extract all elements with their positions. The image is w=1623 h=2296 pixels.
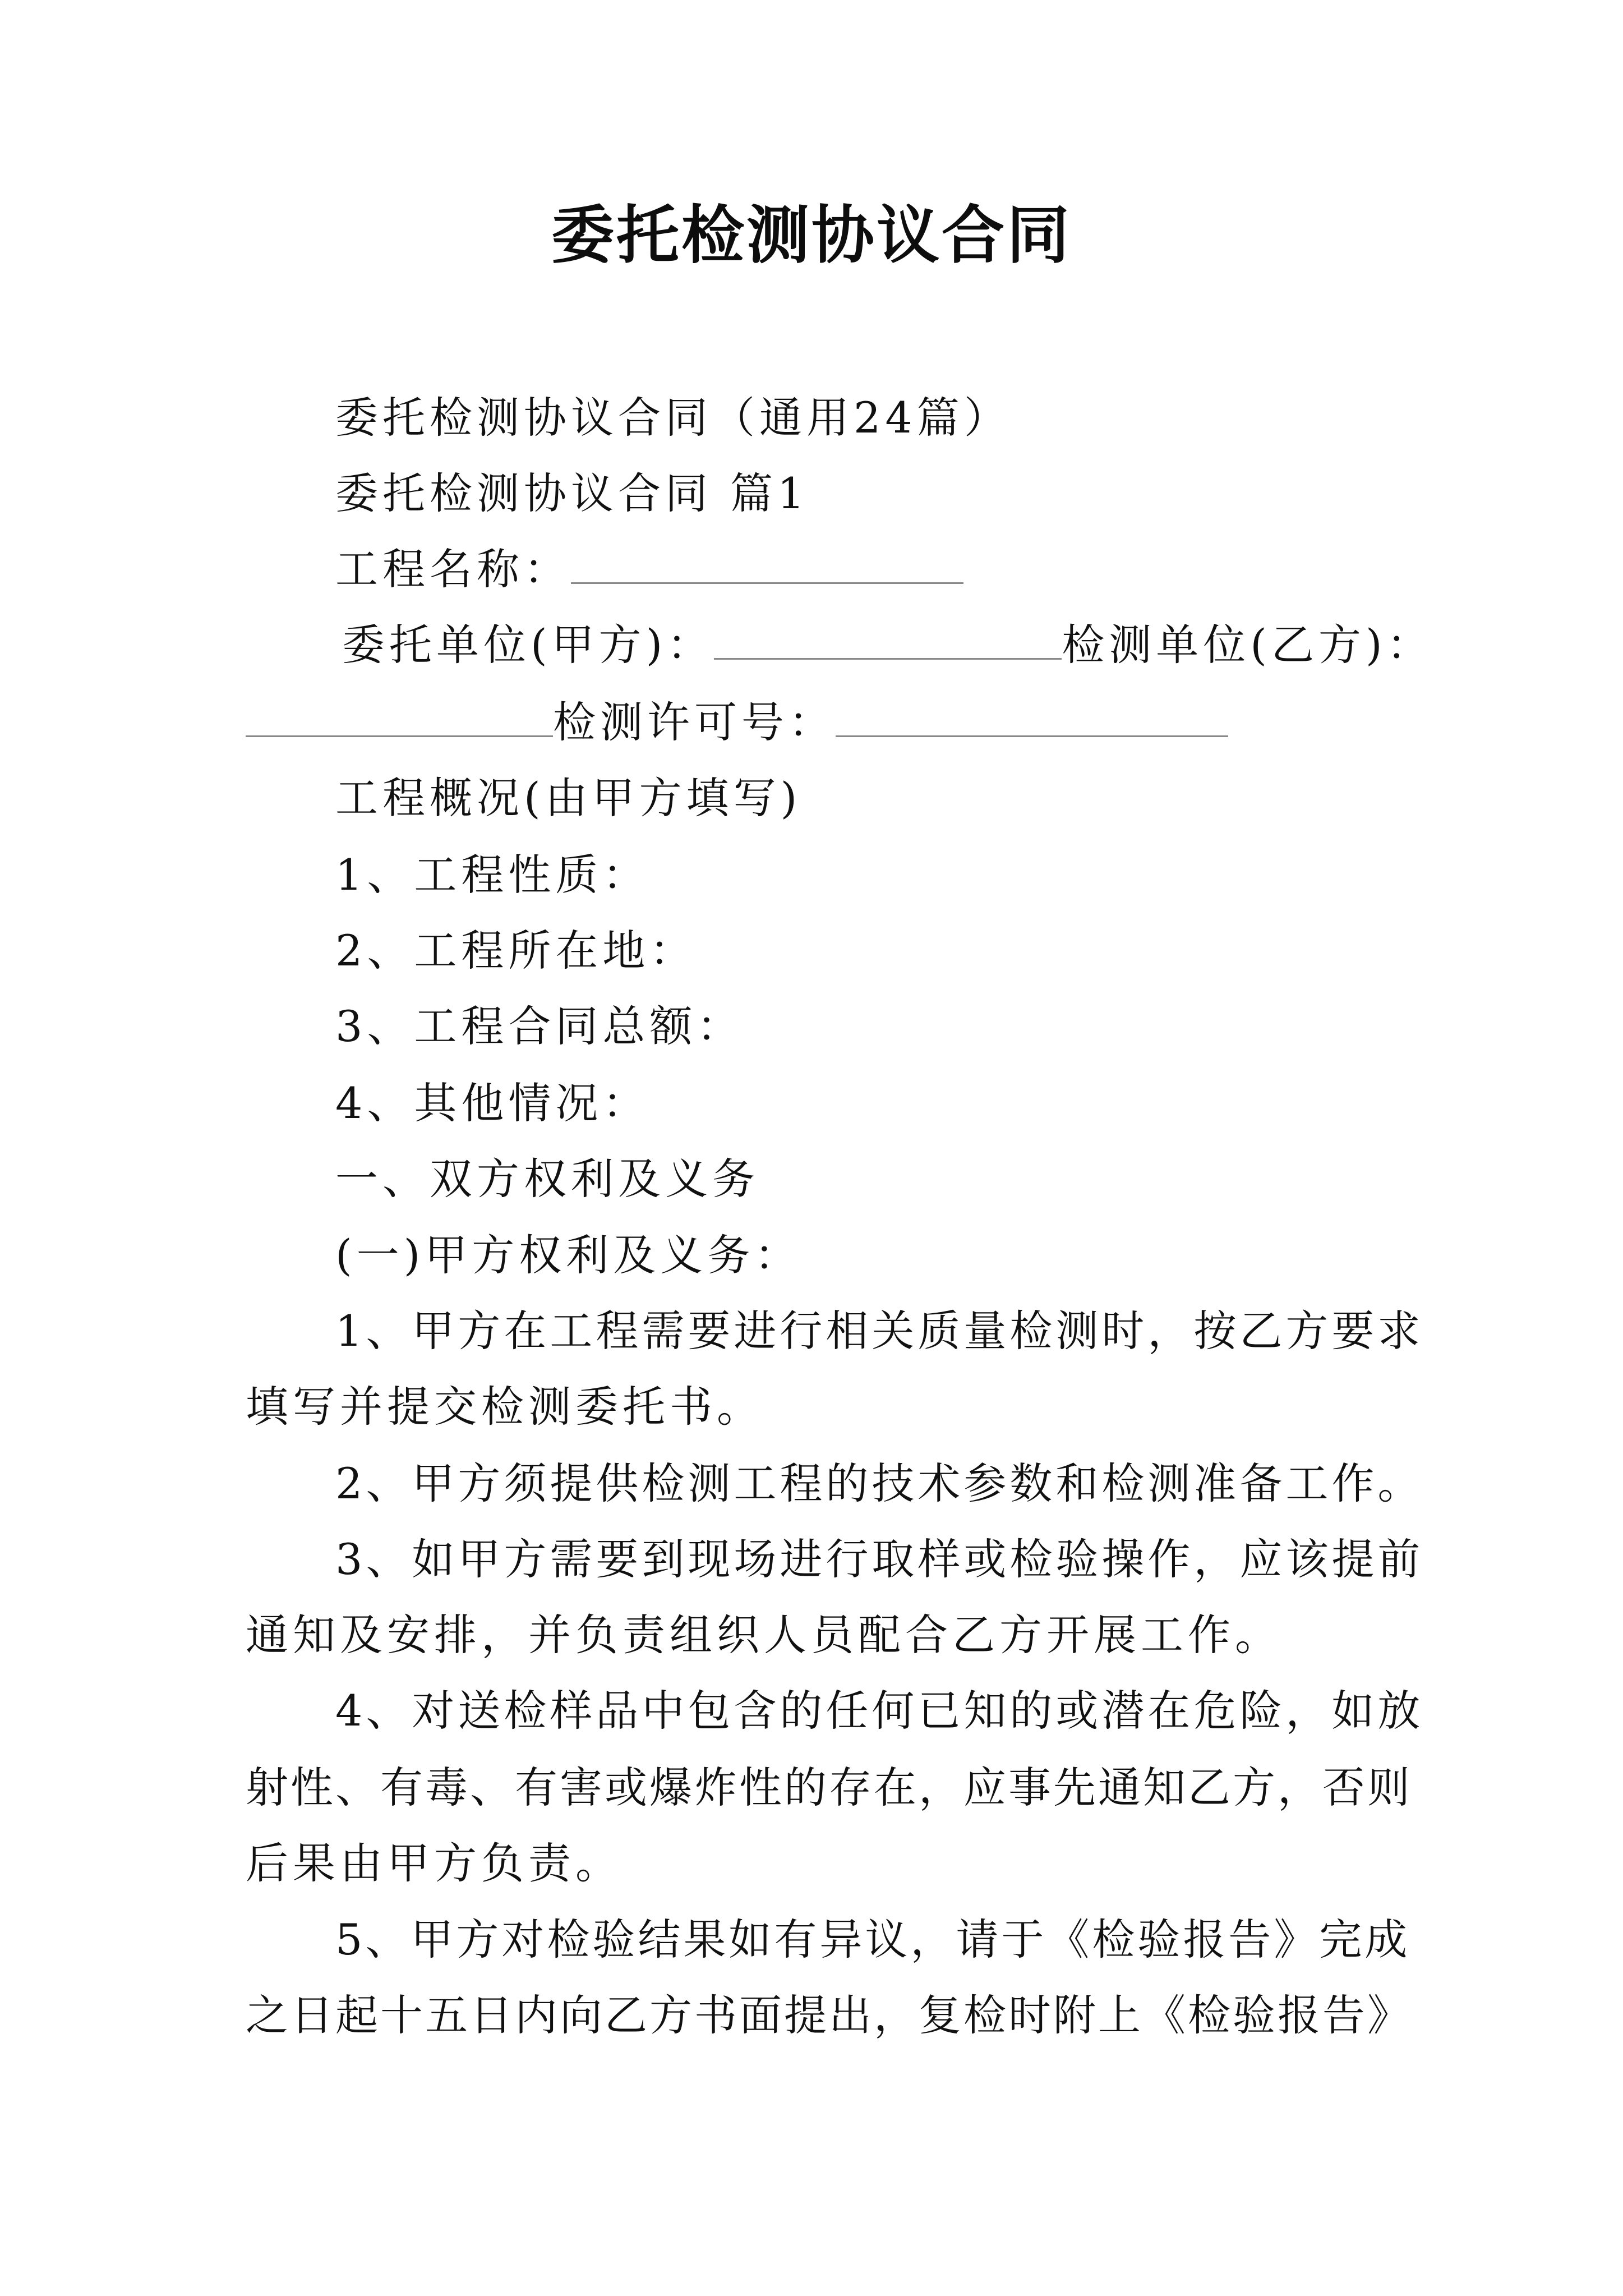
license-label: 检测许可号： — [553, 697, 836, 747]
client-label: 委托单位(甲方)： — [342, 620, 714, 670]
tester-blank — [246, 696, 553, 737]
license-field-row — [246, 694, 1228, 751]
overview-heading: 工程概况(由甲方填写) — [335, 773, 802, 823]
sub-section-heading: (一)甲方权利及义务： — [335, 1230, 802, 1280]
party-fields-row — [342, 617, 1434, 673]
project-name-label: 工程名称： — [335, 544, 571, 594]
overview-item: 2、工程所在地： — [335, 926, 697, 976]
overview-item: 1、工程性质： — [335, 850, 650, 900]
paragraph-line: 射性、有毒、有害或爆炸性的存在，应事先通知乙方，否则 — [246, 1763, 1412, 1812]
license-blank — [836, 696, 1228, 737]
project-name-blank — [571, 543, 963, 584]
chapter-heading: 委托检测协议合同 篇1 — [335, 468, 809, 518]
tester-label: 检测单位(乙方)： — [1062, 620, 1434, 670]
overview-item: 4、其他情况： — [335, 1078, 650, 1128]
section-heading: 一、双方权利及义务 — [335, 1154, 759, 1204]
project-name-field — [335, 541, 963, 597]
paragraph-line: 之日起十五日内向乙方书面提出，复检时附上《检验报告》 — [246, 1990, 1412, 2040]
paragraph-line: 3、如甲方需要到现场进行取样或检验操作，应该提前 — [335, 1534, 1424, 1584]
paragraph-line: 4、对送检样品中包含的任何已知的或潜在危险，如放 — [335, 1686, 1424, 1736]
overview-item: 3、工程合同总额： — [335, 1001, 744, 1051]
paragraph-line: 1、甲方在工程需要进行相关质量检测时，按乙方要求 — [335, 1306, 1424, 1356]
document-subtitle: 委托检测协议合同（通用24篇） — [335, 393, 1011, 443]
paragraph-line: 通知及安排，并负责组织人员配合乙方开展工作。 — [246, 1610, 1282, 1660]
document-title: 委托检测协议合同 — [551, 199, 1072, 272]
paragraph-line: 后果由甲方负责。 — [246, 1838, 623, 1888]
paragraph-line: 5、甲方对检验结果如有异议，请于《检验报告》完成 — [335, 1915, 1410, 1964]
client-blank — [714, 619, 1062, 660]
paragraph-line: 填写并提交检测委托书。 — [246, 1382, 764, 1432]
paragraph-line: 2、甲方须提供检测工程的技术参数和检测准备工作。 — [335, 1458, 1424, 1508]
